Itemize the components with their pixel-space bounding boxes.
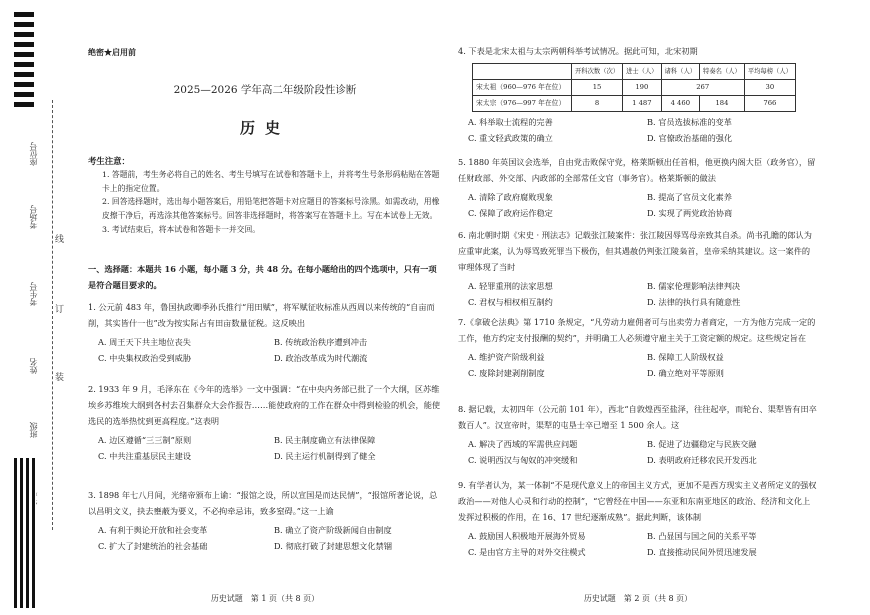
- question-stem: 9. 有学者认为，某一体制“不是现代意义上的帝国主义方式，更加不是西方现实主义者所定义的强权政治——对他人心灵和行动的控制”，“它曾经在中国——东亚和东南亚地区的政治、经济和文化上发挥过积极的作用，在 16、17 世纪逐渐成熟”。据此判断，该体制: [458, 480, 817, 522]
- option: D. 确立绝对平等原则: [647, 368, 724, 379]
- question-stem: 8. 据记载，太初四年（公元前 101 年），西北“自敦煌西至盐泽，往往起亭，而轮台、渠犁皆有田卒数百人”。汉宣帝时，渠犁的屯垦士卒已增至 1 500 余人。这: [458, 404, 817, 430]
- option: B. 凸显国与国之间的关系平等: [647, 530, 757, 541]
- question-7: [458, 315, 818, 382]
- binding-line: [52, 100, 53, 530]
- option: D. 实现了两党政治协商: [647, 208, 733, 219]
- option: D. 政治改革成为时代潮流: [274, 353, 368, 364]
- notice-item: 1. 答题前，考生务必将自己的姓名、考生号填写在试卷和答题卡上，并将考生号条形码粘贴在答题卡上的指定位置。: [102, 170, 440, 193]
- section-heading: 一、选择题：本题共 16 小题，每小题 3 分，共 48 分。在每小题给出的四个选项中，只有一项是符合题目要求的。: [88, 264, 437, 290]
- notice-title: 考生注意：: [88, 156, 130, 166]
- question-stem: 1. 公元前 483 年，鲁国执政卿季孙氏推行“用田赋”，将军赋征收标准从西周以来传统的“自亩而削，其实皆什一也”改为按实际占有田亩数量征税。这反映出: [88, 302, 435, 328]
- binding-strip: [0, 0, 65, 615]
- option-list: [458, 349, 818, 382]
- notice-item: 2. 回答选择题时，选出每小题答案后，用铅笔把答题卡对应题目的答案标号涂黑。如需改动，用橡皮擦干净后，再选涂其他答案标号。回答非选择题时，将答案写在答题卡上。写在本试卷上无效。: [102, 197, 440, 220]
- option: C. 君权与相权相互制约: [468, 297, 553, 308]
- option: B. 传统政治秩序遭到冲击: [274, 336, 368, 347]
- exam-title: 2025—2026 学年高二年级阶段性诊断: [173, 84, 357, 96]
- table-cell: 766: [744, 95, 795, 111]
- seat-number-label: 座位号: [29, 142, 38, 166]
- option: B. 提高了官员文化素养: [647, 191, 732, 202]
- option: C. 中央集权政治受到威胁: [98, 353, 192, 364]
- question-6: [458, 228, 818, 311]
- option: C. 中共注重基层民主建设: [98, 451, 192, 462]
- table-header-row: [473, 63, 796, 79]
- table-cell: 宋太宗（976—997 年在位）: [473, 95, 572, 111]
- option: C. 是由官方主导的对外交往模式: [468, 547, 586, 558]
- class-label: 班级: [29, 422, 38, 438]
- option: C. 废除封建剥削制度: [468, 368, 545, 379]
- option: A. 科举取士流程的完善: [468, 116, 553, 127]
- question-9: [458, 478, 818, 561]
- question-2: [88, 382, 442, 465]
- option-list: [88, 522, 442, 555]
- page-footer: 历史试题 第 2 页（共 8 页）: [583, 593, 693, 603]
- table-header: 诸科（人）: [661, 63, 699, 79]
- option: B. 民主制度确立有法律保障: [274, 434, 376, 445]
- name-label: 姓名: [29, 358, 38, 374]
- subject-title: 历史: [239, 119, 290, 137]
- option-list: [458, 278, 818, 311]
- option: A. 鼓励国人积极地开展海外贸易: [468, 530, 586, 541]
- option: C. 扩大了封建统治的社会基础: [98, 541, 208, 552]
- question-stem: 2. 1933 年 9 月，毛泽东在《今年的选举》一文中强调：“在中央内务部已批了一个大纲，区苏维埃乡苏维埃大纲到各村去召集群众大会作报告……能使政府的工作在群众中得到检验的机会，能使选民的选举热忱到更高程度。”这表明: [88, 384, 441, 426]
- table-header: [473, 63, 572, 79]
- table-cell: 宋太祖（960—976 年在位）: [473, 79, 572, 95]
- seal-mark: 装: [55, 373, 65, 383]
- notice-block: [88, 155, 442, 236]
- option: A. 边区遵循“三三制”原则: [98, 434, 192, 445]
- table-header: 进士（人）: [623, 63, 661, 79]
- question-stem: 3. 1898 年七八月间，光绪帝颁布上谕：“报馆之设，所以宣国是而达民情”，“报馆所著论说，总以昌明文义，抉去壅蔽为要义，不必拘牵忌讳，致多窒碍。”这一上谕: [88, 490, 438, 516]
- option: D. 彻底打破了封建思想文化禁锢: [274, 541, 392, 552]
- question-stem: 4. 下表是北宋太祖与太宗两朝科举考试情况。据此可知，北宋初期: [458, 46, 698, 56]
- table-cell: 267: [661, 79, 744, 95]
- option: D. 官僚政治基础的强化: [647, 133, 733, 144]
- option: A. 周王天下共主地位丧失: [98, 336, 191, 347]
- option: D. 民主运行机制得到了健全: [274, 451, 376, 462]
- option: A. 轻罪重刑的法家思想: [468, 280, 553, 291]
- table-cell: 1 487: [623, 95, 661, 111]
- barcode-top: [14, 12, 34, 112]
- table-row: [473, 95, 796, 111]
- option: A. 维护资产阶级利益: [468, 351, 545, 362]
- question-8: [458, 402, 818, 469]
- option-list: [458, 189, 818, 222]
- option: B. 保障工人阶级权益: [647, 351, 724, 362]
- option-list: [458, 528, 818, 561]
- bind-mark: 订: [55, 305, 65, 315]
- option-list: [458, 436, 818, 469]
- option: D. 法律的执行具有随意性: [647, 297, 741, 308]
- barcode-bottom: [14, 458, 36, 608]
- question-stem: 7.《拿破仑法典》第 1710 条规定，“凡劳动力雇佣者可与出卖劳力者商定，一方为他方完成一定的工作，他方约定支付报酬的契约”，并明确工人必须遵守雇主关于工资定额的规定。这些规定旨在: [458, 317, 816, 343]
- table-header: 开科次数（次）: [572, 63, 623, 79]
- candidate-number-label: 考生号: [29, 282, 38, 306]
- option: A. 清除了政府腐败现象: [468, 191, 553, 202]
- table-cell: 8: [572, 95, 623, 111]
- exam-room-label: 考场号: [29, 205, 38, 229]
- option: C. 说明西汉与匈奴的冲突缓和: [468, 455, 578, 466]
- option: C. 保障了政府运作稳定: [468, 208, 553, 219]
- question-4: [458, 44, 818, 147]
- notice-item: 3. 考试结束后，将本试卷和答题卡一并交回。: [102, 224, 261, 234]
- exam-stats-table: [472, 63, 796, 112]
- table-cell: 15: [572, 79, 623, 95]
- question-3: [88, 488, 442, 555]
- table-cell: 4 460: [661, 95, 699, 111]
- question-1: [88, 300, 442, 367]
- table-cell: 30: [744, 79, 795, 95]
- option: B. 官员选拔标准的变革: [647, 116, 732, 127]
- option: D. 直接推动民间外贸迅速发展: [647, 547, 757, 558]
- confidential-mark: 绝密★启用前: [88, 47, 136, 57]
- option: B. 儒家伦理影响法律判决: [647, 280, 741, 291]
- option-list: [88, 432, 442, 465]
- option: A. 解决了西域的军需供应问题: [468, 438, 578, 449]
- question-5: [458, 155, 818, 222]
- table-header: 平均每榜（人）: [744, 63, 795, 79]
- page-one: [88, 0, 442, 615]
- line-mark: 线: [55, 235, 65, 245]
- page-footer: 历史试题 第 1 页（共 8 页）: [210, 593, 320, 603]
- option: D. 表明政府迁移农民开发西北: [647, 455, 757, 466]
- table-header: 特奏名（人）: [700, 63, 745, 79]
- page-two: [458, 0, 818, 615]
- question-stem: 5. 1880 年英国议会选举，自由党击败保守党，格莱斯顿出任首相，他更换内阁大臣（政务官），留任财政部、外交部、内政部的全部常任文官（事务官）。格莱斯顿的做法: [458, 157, 816, 183]
- option: B. 促进了边疆稳定与民族交融: [647, 438, 757, 449]
- option: C. 重文轻武政策的确立: [468, 133, 553, 144]
- option: B. 确立了资产阶级新闻自由制度: [274, 524, 392, 535]
- table-cell: 184: [700, 95, 745, 111]
- option: A. 有利于舆论开放和社会变革: [98, 524, 208, 535]
- option-list: [458, 114, 818, 147]
- table-cell: 190: [623, 79, 661, 95]
- option-list: [88, 334, 442, 367]
- question-stem: 6. 南北朝时期《宋史 · 刑法志》记载张江陵案件：张江陵因辱骂母亲致其自杀。尚书孔瞻的郎认为应重审此案，认为辱骂致死罪当下极伤，但其遇赦仍判张江陵枭首，皇帝采纳其建议。这一案件的审理体现了当时: [458, 230, 812, 272]
- table-row: [473, 79, 796, 95]
